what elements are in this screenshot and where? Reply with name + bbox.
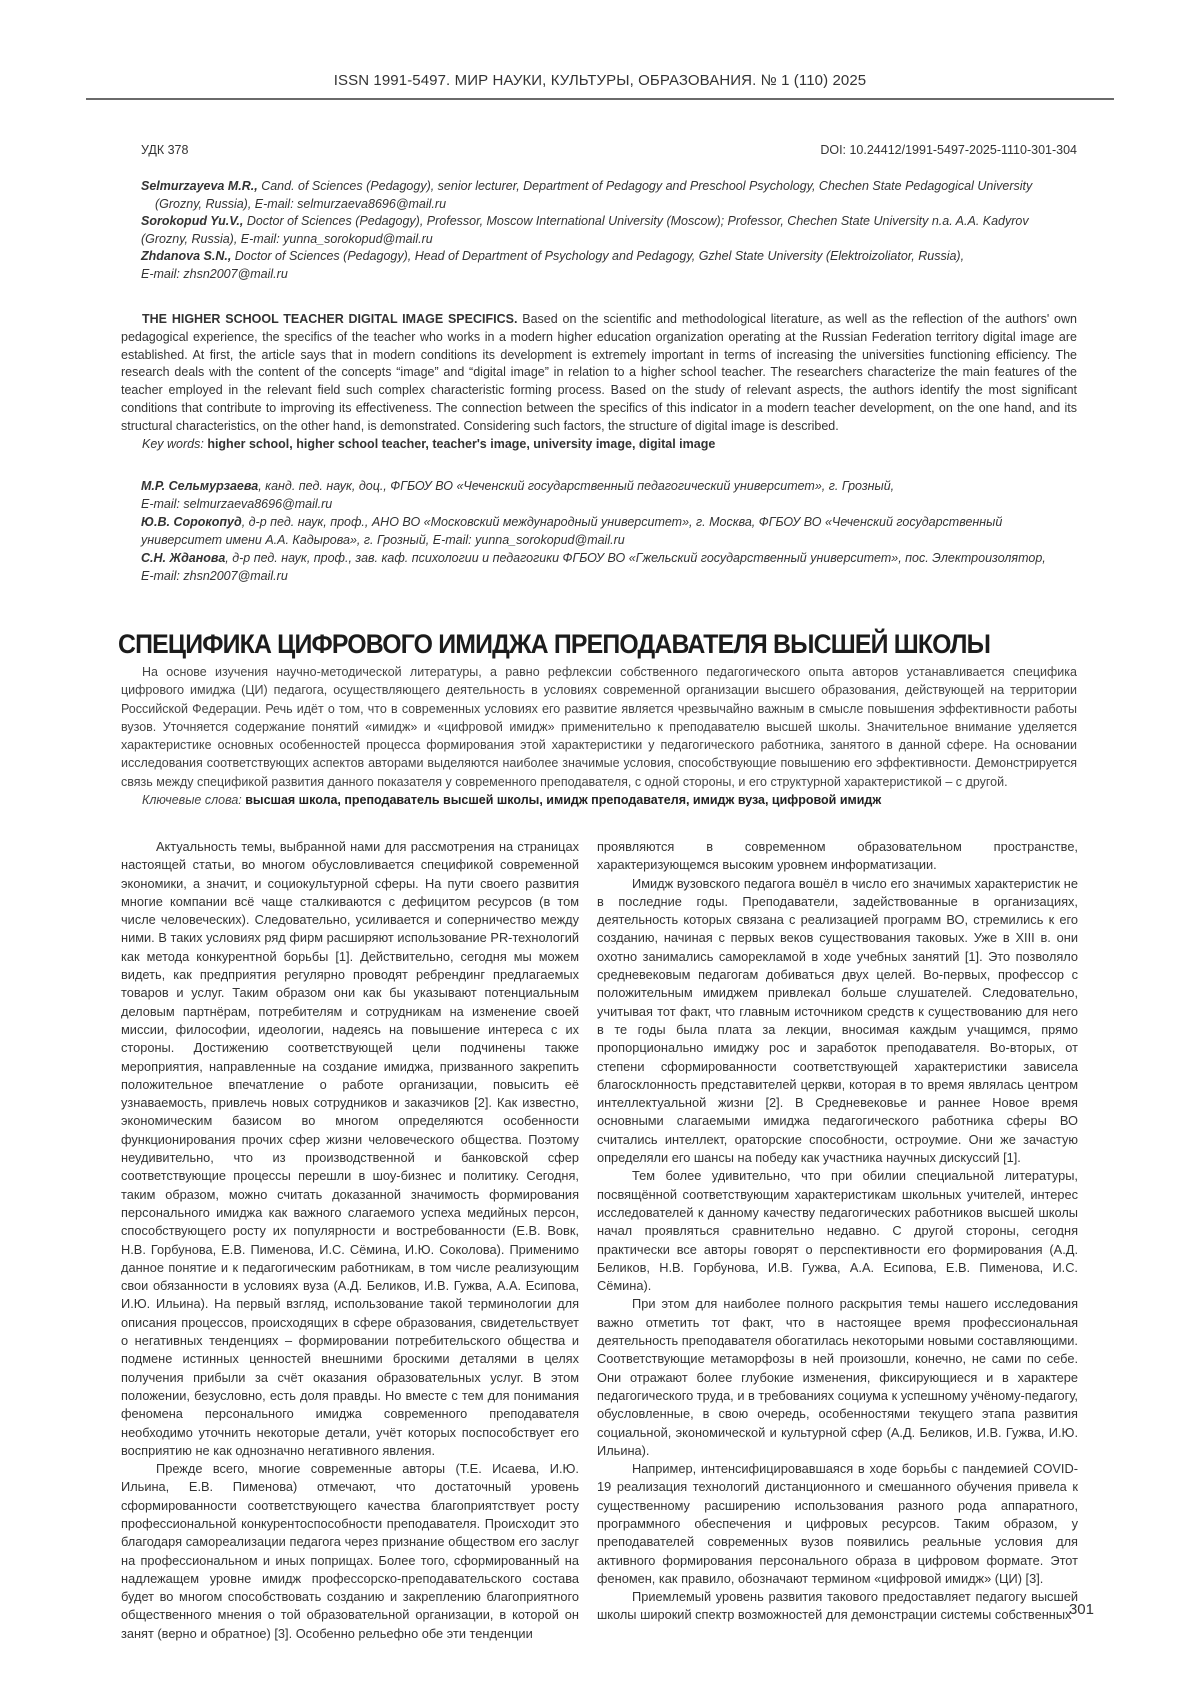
author-details: , д-р пед. наук, проф., зав. каф. психологии и педагогики ФГБОУ ВО «Гжельский государственный университет», пос. Электроизолятор,	[225, 551, 1046, 565]
body-paragraph: Актуальность темы, выбранной нами для рассмотрения на страницах настоящей статьи, во многом обусловливается спецификой современной экономики, а значит, и социокультурной сферы. На пути своего развития многие компании всё чаще сталкиваются с дефицитом ресурсов (в том числе человеческих). Следовательно, усиливается и соперничество между ними. В таких условиях ряд фирм расширяют использование PR-технологий как метода конкурентной борьбы [1]. Действительно, сегодня мы можем видеть, как предприятия регулярно проводят ребрендинг предлагаемых товаров и услуг. Таким образом они как бы указывают потенциальным деловым партнёрам, потребителям и сотрудникам на изменение своей миссии, философии, идеологии, надеясь на повышение интереса с их стороны. Достижению соответствующей цели подчинены также мероприятия, направленные на создание имиджа, призванного закрепить положительное впечатление о работе организации, повысить её узнаваемость, привлечь новых сотрудников и заказчиков [2]. Как известно, экономическим базисом во многом определяются особенности функционирования прочих сфер жизни человеческого общества. Поэтому неудивительно, что из производственной и банковской сфер соответствующие процессы перешли в шоу-бизнес и политику. Сегодня, таким образом, можно считать доказанной значимость формирования персонального имиджа как важного слагаемого успеха медийных персон, способствующего росту их популярности и востребованности (Е.В. Вовк, Н.В. Горбунова, Е.В. Пименова, И.С. Сёмина, И.Ю. Соколова). Применимо данное понятие и к педагогическим работникам, в том числе реализующим свои обязанности в условиях вуза (А.Д. Беликов, И.В. Гужва, А.А. Есипова, И.Ю. Ильина). На первый взгляд, использование такой терминологии для описания процессов, происходящих в сфере образования, свидетельствует о негативных тенденциях – формировании потребительского общества и подмене истинных ценностей внешними броскими деталями в целях получения прибыли за счёт оказания образовательных услуг. В этом положении, безусловно, есть доля правды. Но вместе с тем для понимания феномена персонального имиджа современного преподавателя необходимо уточнить некоторые детали, учёт которых поспособствует его восприятию не как однозначно негативного явления.	[121, 839, 579, 1458]
abstract-text: Based on the scientific and methodological literature, as well as the reflection of the authors' own pedagogical experience, the specifics of the teacher who works in a modern higher education organization operating at the Russian Federation territory digital image are established. At first, the article says that in modern conditions its development is extremely important in terms of increasing the universities functioning efficiency. The research deals with the content of the concepts “image” and “digital image” in relation to a higher school teacher. The researchers characterize the main features of the teacher employed in the relevant field such complex characteristic forming process. Based on the study of relevant aspects, the authors identify the most significant conditions that contribute to improving its effectiveness. The connection between the specifics of this indicator in a modern teacher development, on the one hand, and its structural characteristics, on the other hand, is demonstrated. Considering such factors, the structure of digital image is described.	[121, 312, 1077, 433]
english-abstract	[121, 311, 1077, 453]
body-paragraph: Приемлемый уровень развития такового предоставляет педагогу высшей школы широкий спектр возможностей для демонстрации системы собственных	[597, 1589, 1078, 1623]
author-name: Sorokopud Yu.V.,	[141, 214, 244, 228]
body-column-left	[121, 838, 579, 1643]
author-name: С.Н. Жданова	[141, 551, 226, 565]
english-author-list	[141, 178, 1077, 283]
russian-abstract	[121, 663, 1077, 809]
author-entry	[141, 513, 1077, 531]
header-rule	[86, 98, 1114, 100]
body-paragraph: При этом для наиболее полного раскрытия темы нашего исследования важно отметить тот факт, что в настоящее время профессиональная деятельность преподавателя обогатилась некоторыми новыми составляющими. Соответствующие метаморфозы в ней произошли, конечно, не сами по себе. Они отражают более глубокие изменения, фиксирующиеся и в характере педагогического труда, и в требованиях социума к успешному учёному-педагогу, обусловленные, в свою очередь, особенностями текущего этапа развития социальной, экономической и культурной сфер (А.Д. Беликов, И.В. Гужва, И.Ю. Ильина).	[597, 1296, 1078, 1458]
keywords	[121, 791, 1077, 809]
article-title: СПЕЦИФИКА ЦИФРОВОГО ИМИДЖА ПРЕПОДАВАТЕЛЯ ВЫСШЕЙ ШКОЛЫ	[118, 629, 991, 660]
body-column-right	[597, 838, 1078, 1625]
author-contact: университет имени А.А. Кадырова», г. Грозный, E-mail: yunna_sorokopud@mail.ru	[141, 533, 625, 547]
author-name: М.Р. Сельмурзаева	[141, 479, 259, 493]
body-paragraph: проявляются в современном образовательном пространстве, характеризующемся высоким уровнем информатизации.	[597, 839, 1078, 873]
author-details: Cand. of Sciences (Pedagogy), senior lecturer, Department of Pedagogy and Preschool Psychology, Chechen State Pedagogical University	[257, 179, 1033, 193]
author-details: , д-р пед. наук, проф., АНО ВО «Московский международный университет», г. Москва, ФГБОУ ВО «Чеченский государственный	[241, 515, 1003, 529]
author-entry	[141, 477, 1077, 495]
author-entry	[141, 549, 1077, 567]
russian-author-list	[141, 477, 1077, 585]
author-details: , канд. пед. наук, доц., ФГБОУ ВО «Чеченский государственный педагогический университет», г. Грозный,	[258, 479, 895, 493]
doi[interactable]: DOI: 10.24412/1991-5497-2025-1110-301-304	[820, 143, 1077, 157]
author-entry	[141, 248, 1077, 266]
author-entry	[141, 178, 1077, 196]
body-paragraph: Прежде всего, многие современные авторы (Т.Е. Исаева, И.Ю. Ильина, Е.В. Пименова) отмечают, что достаточный уровень сформированности соответствующего качества благоприятствует росту профессиональной конкурентоспособности преподавателя. Происходит это благодаря самореализации педагога через признание обществом его заслуг на профессиональном и иных поприщах. Более того, сформированный на надлежащем уровне имидж профессорско-преподавательского состава будет во многом способствовать созданию и закреплению благоприятного общественного мнения о той образовательной организации, в которой он занят (верно и обратное) [3]. Особенно рельефно обе эти тенденции	[121, 1461, 579, 1641]
running-head: ISSN 1991-5497. МИР НАУКИ, КУЛЬТУРЫ, ОБРАЗОВАНИЯ. № 1 (110) 2025	[333, 72, 867, 89]
author-details: Doctor of Sciences (Pedagogy), Head of Department of Psychology and Pedagogy, Gzhel State University (Elektroizoliator, Russia),	[231, 249, 965, 263]
body-paragraph: Например, интенсифицировавшаяся в ходе борьбы с пандемией COVID-19 реализация технологий дистанционного и смешанного обучения привела к существенному расширению использования разного рода аппаратного, программного обеспечения и цифровых ресурсов. Таким образом, у преподавателей современных вузов появились реальные условия для активного формирования персонального образа в цифровом формате. Этот феномен, как правило, обозначают термином «цифровой имидж» (ЦИ) [3].	[597, 1461, 1078, 1586]
author-contact: E-mail: zhsn2007@mail.ru	[141, 569, 288, 583]
author-contact: (Grozny, Russia), E-mail: selmurzaeva8696@mail.ru	[155, 196, 447, 211]
keywords-label: Ключевые слова:	[142, 793, 246, 808]
article-meta	[141, 143, 1077, 157]
page-number: 301	[1068, 1601, 1094, 1618]
author-contact: (Grozny, Russia), E-mail: yunna_sorokopud@mail.ru	[141, 231, 433, 246]
keywords-values: higher school, higher school teacher, teacher's image, university image, digital image	[207, 436, 716, 451]
author-name: Selmurzayeva M.R.,	[141, 179, 258, 193]
author-entry	[141, 213, 1077, 231]
author-name: Zhdanova S.N.,	[141, 249, 232, 263]
body-paragraph: Тем более удивительно, что при обилии специальной литературы, посвящённой соответствующим характеристикам школьных учителей, интерес исследователей к данному качеству педагогических работников высшей школы начал проявляться сравнительно недавно. С другой стороны, сегодня практически все авторы говорят о перспективности его формирования (А.Д. Беликов, Н.В. Горбунова, И.В. Гужва, А.А. Есипова, Е.В. Пименова, И.С. Сёмина).	[597, 1168, 1078, 1294]
udc-code: УДК 378	[141, 143, 189, 157]
abstract-paragraph	[121, 311, 1077, 436]
author-contact: E-mail: zhsn2007@mail.ru	[141, 266, 288, 281]
author-details: Doctor of Sciences (Pedagogy), Professor, Moscow International University (Moscow); Professor, Chechen State University n.a. A.A. Kadyrov	[243, 214, 1029, 228]
author-contact: E-mail: selmurzaeva8696@mail.ru	[141, 497, 333, 511]
body-paragraph: Имидж вузовского педагога вошёл в число его значимых характеристик не в последние годы. Преподаватели, задействованные в организациях, деятельность которых связана с реализацией программ ВО, стремились к его созданию, начиная с первых веков существования таковых. Уже в XIII в. они охотно занимались саморекламой в ходе учебных занятий [1]. Это позволяло средневековым педагогам добиваться двух целей. Во-первых, профессор с положительным имиджем привлекал больше слушателей. Следовательно, учитывая тот факт, что главным источником средств к существованию для него в те годы была плата за лекции, вносимая каждым учащимся, прямо пропорционально имиджу рос и заработок преподавателя. Во-вторых, от степени сформированности соответствующей характеристики зависела благосклонность представителей церкви, которая в то время являлась центром интеллектуальной жизни [2]. В Средневековье и раннее Новое время основными слагаемыми имиджа педагогического работника сферы ВО считались интеллект, ораторские способности, остроумие. Они же зачастую определяли его шансы на победу как участника научных дискуссий [1].	[597, 875, 1078, 1166]
english-title: THE HIGHER SCHOOL TEACHER DIGITAL IMAGE SPECIFICS.	[142, 312, 518, 326]
keywords-label: Key words:	[142, 436, 208, 451]
abstract-paragraph: На основе изучения научно-методической литературы, а равно рефлексии собственного педагогического опыта авторов устанавливается специфика цифрового имиджа (ЦИ) педагога, осуществляющего деятельность в условиях современной организации высшего образования, действующей на территории Российской Федерации. Речь идёт о том, что в современных условиях его развитие является чрезвычайно важным в смысле повышения эффективности работы вузов. Уточняется содержание понятий «имидж» и «цифровой имидж» применительно к преподавателю высшей школы. Значительное внимание уделяется характеристике основных особенностей процесса формирования этой характеристики у педагогического работника, занятого в данной сфере. На основании исследования соответствующих аспектов авторами выделяются наиболее значимые условия, способствующие повышению его эффективности. Демонстрируется связь между спецификой развития данного показателя у современного преподавателя, с одной стороны, и его структурной характеристикой – с другой.	[121, 665, 1077, 789]
keywords-values: высшая школа, преподаватель высшей школы, имидж преподавателя, имидж вуза, цифровой имидж	[245, 793, 882, 808]
author-name: Ю.В. Сорокопуд	[141, 515, 242, 529]
keywords	[121, 436, 1077, 454]
